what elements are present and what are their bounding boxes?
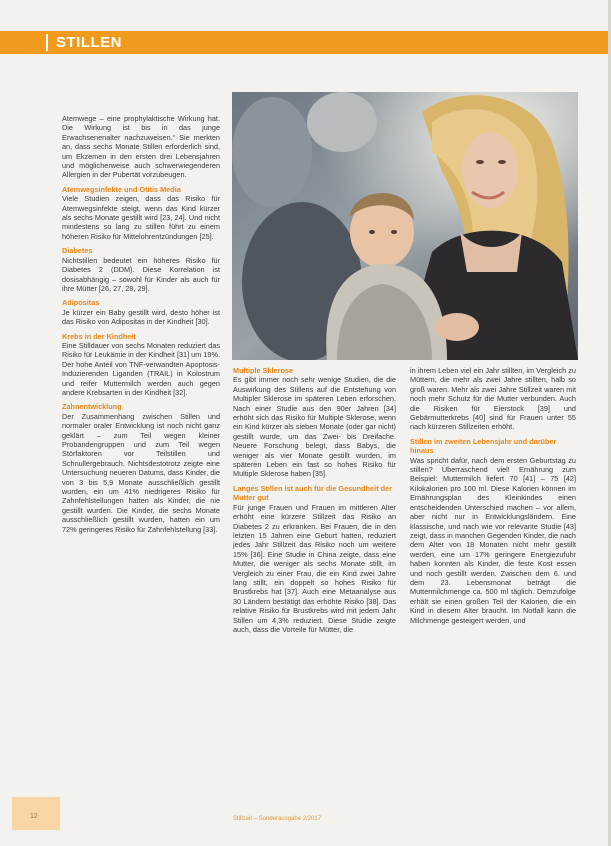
- paragraph-zweites-lebensjahr: Was spricht dafür, nach dem ersten Geburtstag zu stillen? Überraschend viel! Ernährung zum Beispiel: Muttermilch liefert 70 [41] – 75 [42] Kilokalorien pro 100 ml. Diese Kalorien können im Ernährungsplan des Kleinkindes einen entscheidenden Unterschied machen – vor allem, aber nicht nur in Entwicklungsländern. Eine klassische, und nach wie vor relevante Studie [43] zeigt, dass in manchen Gegenden Kinder, die nach dem Alter von 18 Monaten nicht mehr gestillt werden, eine um 17% geringere Energiezufuhr haben konnten als Kinder, die feste Kost essen und noch gestillt werden. Zwischen dem 6. und dem 23. Lebensmonat beträgt die Muttermilchmenge ca. 500 ml täglich. Demzufolge erhält sie einen großen Teil der Kalorien, die ein Kind in diesem Alter braucht. Im Notfall kann die Milchmenge gesteigert werden, und: [410, 455, 576, 625]
- section-title: STILLEN: [56, 34, 122, 51]
- heading-diabetes: Diabetes: [62, 246, 93, 256]
- page-number: 12: [30, 813, 38, 820]
- heading-zahnentwicklung: Zahnentwicklung: [62, 402, 122, 412]
- text-column-1: [62, 114, 220, 539]
- paragraph-krebsrisiko: in ihrem Leben viel ein Jahr stillten, im Vergleich zu Müttern, die mehr als zwei Jahre stillten, halb so groß waren. Mehr als zwei Jahre Stillzeit waren mit noch mehr Schutz für die Mutter verbunden. Auch die Risiken für Eierstock [39] und Gebärmutterkrebs [40] sind für Frauen unter 55 nach kürzeren Stillzeiten erhöht.: [410, 366, 576, 432]
- paragraph-zahnentwicklung: Der Zusammenhang zwischen Stillen und normaler oraler Entwicklung ist noch nicht ganz geklärt – zum Teil wegen kleiner Probandengruppen und zum Teil wegen Störfaktoren vor Teilstillen und Schnullergebrauch. Nichtsdestotrotz zeigte eine Untersuchung neueren Datums, dass Kinder, die von 3 bis 5,9 Monate ausschließlich gestillt wurden, ein um 41% niedrigeres Risiko für Zahnfehlstellungen hatten als Kinder, die nie gestillt wurden. Die Kinder, die sechs Monate ausschließlich gestillt wurden, hatten ein um 72% geringeres Risiko für Zahnfehlstellung [33].: [62, 411, 220, 534]
- paragraph-multiple-sklerose: Es gibt immer noch sehr wenige Studien, die die Auswirkung des Stillens auf die Entstehung von Multipler Sklerose im späteren Leben erforschen. Nach einer Studie aus den 90er Jahren [34] erhöht sich das Risiko für Multiple Sklerose, wenn ein Kind kürzer als sieben Monate (oder gar nicht) gestillt wurde, um das Zwei- bis Dreifache. Neuere Forschung belegt, dass Babys, die weniger als vier Monate gestillt wurden, im späteren Leben ein fast so hohes Risiko für Multiple Sklerose haben [35].: [233, 375, 396, 479]
- paragraph-adipositas: Je kürzer ein Baby gestillt wird, desto höher ist das Risiko von Adipositas in der Kindheit [30].: [62, 307, 220, 327]
- text-column-2: [233, 366, 396, 639]
- photo-mother-child: [232, 92, 578, 360]
- heading-zweites-lebensjahr: Stillen im zweiten Lebensjahr und darüber hinaus: [410, 436, 557, 456]
- heading-adipositas: Adipositas: [62, 298, 100, 308]
- paragraph-atemwegsinfekte: Viele Studien zeigen, dass das Risiko für Atemwegsinfekte steigt, wenn das Kind kürzer als sechs Monate gestillt wird [23, 24]. Und nicht mindestens so lang zu stillen führt zu einem höheren Risiko für Mittelohrentzündungen [25].: [62, 194, 220, 241]
- publication-footer: Stillzeit – Sonderausgabe 2/2017: [233, 816, 322, 822]
- heading-krebs: Krebs in der Kindheit: [62, 331, 136, 341]
- intro-paragraph: Atemwege – eine prophylaktische Wirkung hat. Die Wirkung ist bis in das junge Erwachsenenalter nachzuweisen.“ Sie merkten an, dass sechs Monate Stillen erforderlich sind, um Ekzemen in den ersten drei Lebensjahren und möglicherweise auch schwerwiegenderen Allergien in der Pubertät vorzubeugen.: [62, 114, 220, 180]
- paragraph-krebs: Eine Stilldauer von sechs Monaten reduziert das Risiko für Leukämie in der Kindheit [31] um 19%. Der hohe Anteil von TNF-verwandten Apoptosis-Induzierenden Liganden (TRAIL) in Kolostrum und reifer Muttermilch werden auch gegen andere Krebsarten in der Kindheit [32].: [62, 340, 220, 397]
- header-divider: [46, 34, 48, 51]
- heading-gesundheit-mutter: Langes Stillen ist auch für die Gesundheit der Mutter gut: [233, 483, 392, 503]
- heading-multiple-sklerose: Multiple Sklerose: [233, 366, 294, 375]
- heading-atemwegsinfekte: Atemwegsinfekte und Otitis Media: [62, 184, 181, 194]
- text-column-3: [410, 366, 576, 630]
- photo-illustration: [232, 92, 578, 360]
- paragraph-diabetes: Nichtstillen bedeutet ein höheres Risiko für Diabetes 2 (DDM). Diese Korrelation ist dosisabhängig – sowohl für Kinder als auch für ihre Mütter [26, 27, 28, 29].: [62, 255, 220, 293]
- paragraph-gesundheit-mutter: Für junge Frauen und Frauen im mittleren Alter erhöht eine kürzere Stillzeit das Risiko an Diabetes 2 zu erkranken. Bei Frauen, die in den letzten 15 Jahren eine Geburt hatten, reduziert jedes Jahr Stillzeit das Risiko noch um weitere 15% [36]. Eine Studie in China zeigte, dass eine Mutter, die weniger als sechs Monate stillt, im Vergleich zu einer Frau, die ein Kind zwei Jahre lang stillt, ein doppelt so hohes Risiko für Brustkrebs hat [37]. Auch eine Metaanalyse aus 30 Ländern bestätigt das erhöhte Risiko [38]. Das relative Risiko für Brustkrebs wird mit jedem Jahr Stillen um 4,3% reduziert. Diese Studie zeigte auch, dass die Vorteile für Mütter, die: [233, 502, 396, 634]
